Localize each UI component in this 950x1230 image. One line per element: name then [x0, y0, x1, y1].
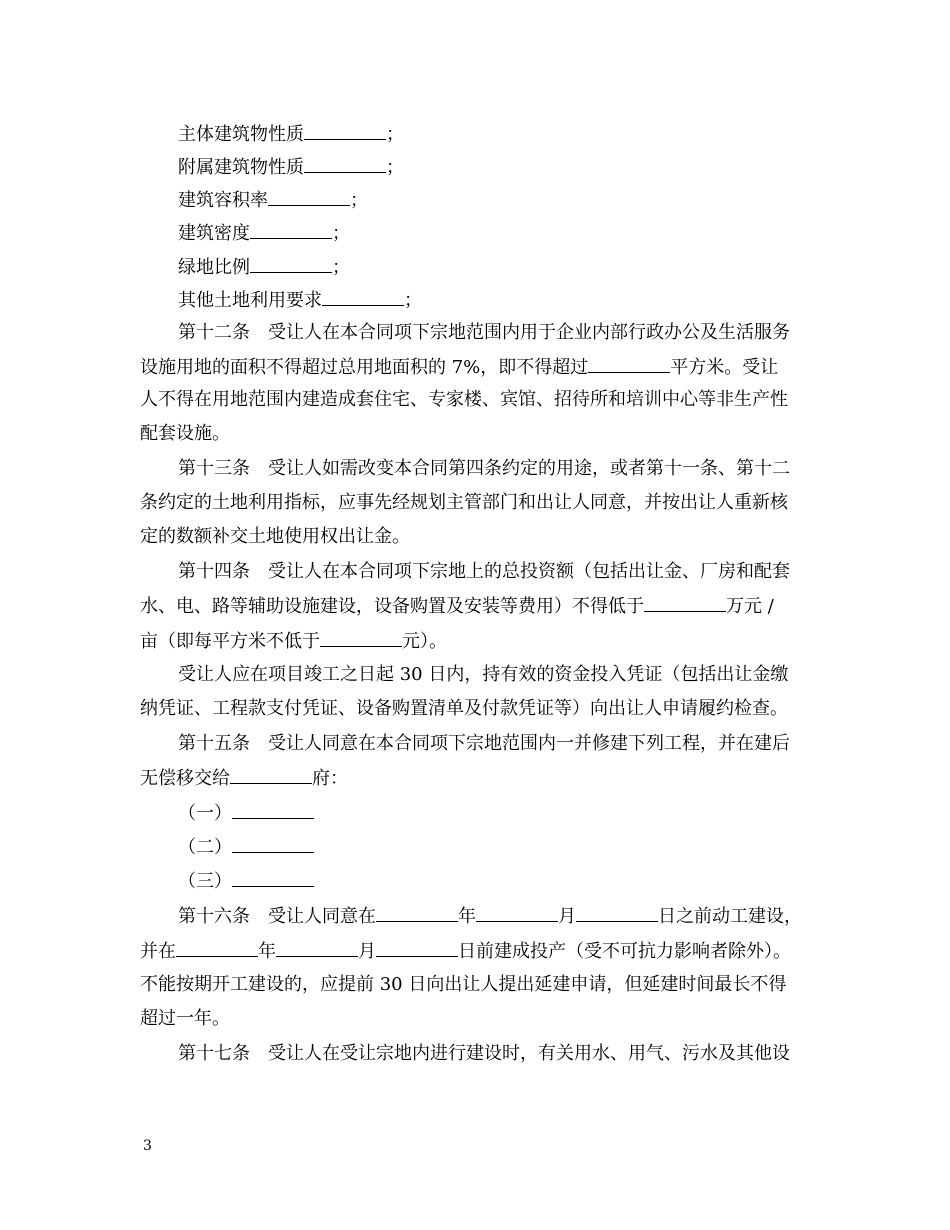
article-16-line-3: 不能按期开工建设的，应提前 30 日向出让人提出延建申请，但延建时间最长不得 — [140, 974, 787, 995]
fill-blank — [268, 189, 350, 206]
article-12-line-3: 人不得在用地范围内建造成套住宅、专家楼、宾馆、招待所和培训中心等非生产性 — [140, 389, 788, 410]
article-16-line-1: 第十六条 受让人同意在 年 月 日之前动工建设， — [178, 906, 802, 927]
fill-blank — [230, 767, 312, 784]
fill-blank — [232, 802, 314, 819]
fill-blank — [476, 905, 558, 922]
article-15-item-3: （三） — [178, 870, 314, 893]
article-17-line-1: 第十七条 受让人在受让宗地内进行建设时，有关用水、用气、污水及其他设 — [178, 1043, 790, 1064]
fill-blank — [588, 356, 670, 373]
fill-blank — [176, 940, 258, 957]
article-13-line-3: 定的数额补交土地使用权出让金。 — [140, 526, 410, 547]
article-12-line-4: 配套设施。 — [140, 423, 230, 444]
article-14-line-1: 第十四条 受让人在本合同项下宗地上的总投资额（包括出让金、厂房和配套 — [178, 561, 790, 582]
article-14-line-2: 水、电、路等辅助设施建设，设备购置及安装等费用）不得低于 万元 / — [140, 596, 774, 617]
fill-blank — [250, 256, 332, 273]
article-15-line-2: 无偿移交给 府： — [140, 768, 348, 789]
article-13-line-2: 条约定的土地利用指标，应事先经规划主管部门和出让人同意，并按出让人重新核 — [140, 492, 788, 513]
article-12-line-1: 第十二条 受让人在本合同项下宗地范围内用于企业内部行政办公及生活服务 — [178, 322, 790, 343]
fill-blank — [320, 630, 402, 647]
item-main-building: 主体建筑物性质 ； — [178, 124, 404, 145]
article-15-item-1: （一） — [178, 802, 314, 825]
item-other-requirements: 其他土地利用要求 ； — [178, 290, 422, 311]
article-12-line-2: 设施用地的面积不得超过总用地面积的 7%，即不得超过 平方米。受让 — [140, 357, 779, 378]
fill-blank — [322, 289, 404, 306]
fill-blank — [276, 940, 358, 957]
article-13-line-1: 第十三条 受让人如需改变本合同第四条约定的用途，或者第十一条、第十二 — [178, 458, 790, 479]
page-number: 3 — [143, 1138, 152, 1154]
fill-blank — [644, 595, 726, 612]
fill-blank — [376, 940, 458, 957]
fill-blank — [376, 905, 458, 922]
item-green-ratio: 绿地比例 ； — [178, 257, 350, 278]
article-16-line-2: 并在 年 月 日前建成投产（受不可抗力影响者除外）。 — [140, 941, 791, 962]
article-15-item-2: （二） — [178, 836, 314, 859]
fill-blank — [304, 123, 386, 140]
article-14-line-3: 亩（即每平方米不低于 元）。 — [140, 631, 447, 652]
fill-blank — [576, 905, 658, 922]
fill-blank — [232, 870, 314, 887]
fill-blank — [304, 156, 386, 173]
item-floor-area-ratio: 建筑容积率 ； — [178, 190, 368, 211]
article-14-para2-line-1: 受让人应在项目竣工之日起 30 日内，持有效的资金投入凭证（包括出让金缴 — [178, 664, 789, 685]
fill-blank — [250, 222, 332, 239]
item-building-density: 建筑密度 ； — [178, 223, 350, 244]
article-14-para2-line-2: 纳凭证、工程款支付凭证、设备购置清单及付款凭证等）向出让人申请履约检查。 — [140, 698, 788, 719]
article-15-line-1: 第十五条 受让人同意在本合同项下宗地范围内一并修建下列工程，并在建后 — [178, 733, 790, 754]
item-auxiliary-building: 附属建筑物性质 ； — [178, 157, 404, 178]
article-16-line-4: 超过一年。 — [140, 1008, 230, 1029]
fill-blank — [232, 836, 314, 853]
